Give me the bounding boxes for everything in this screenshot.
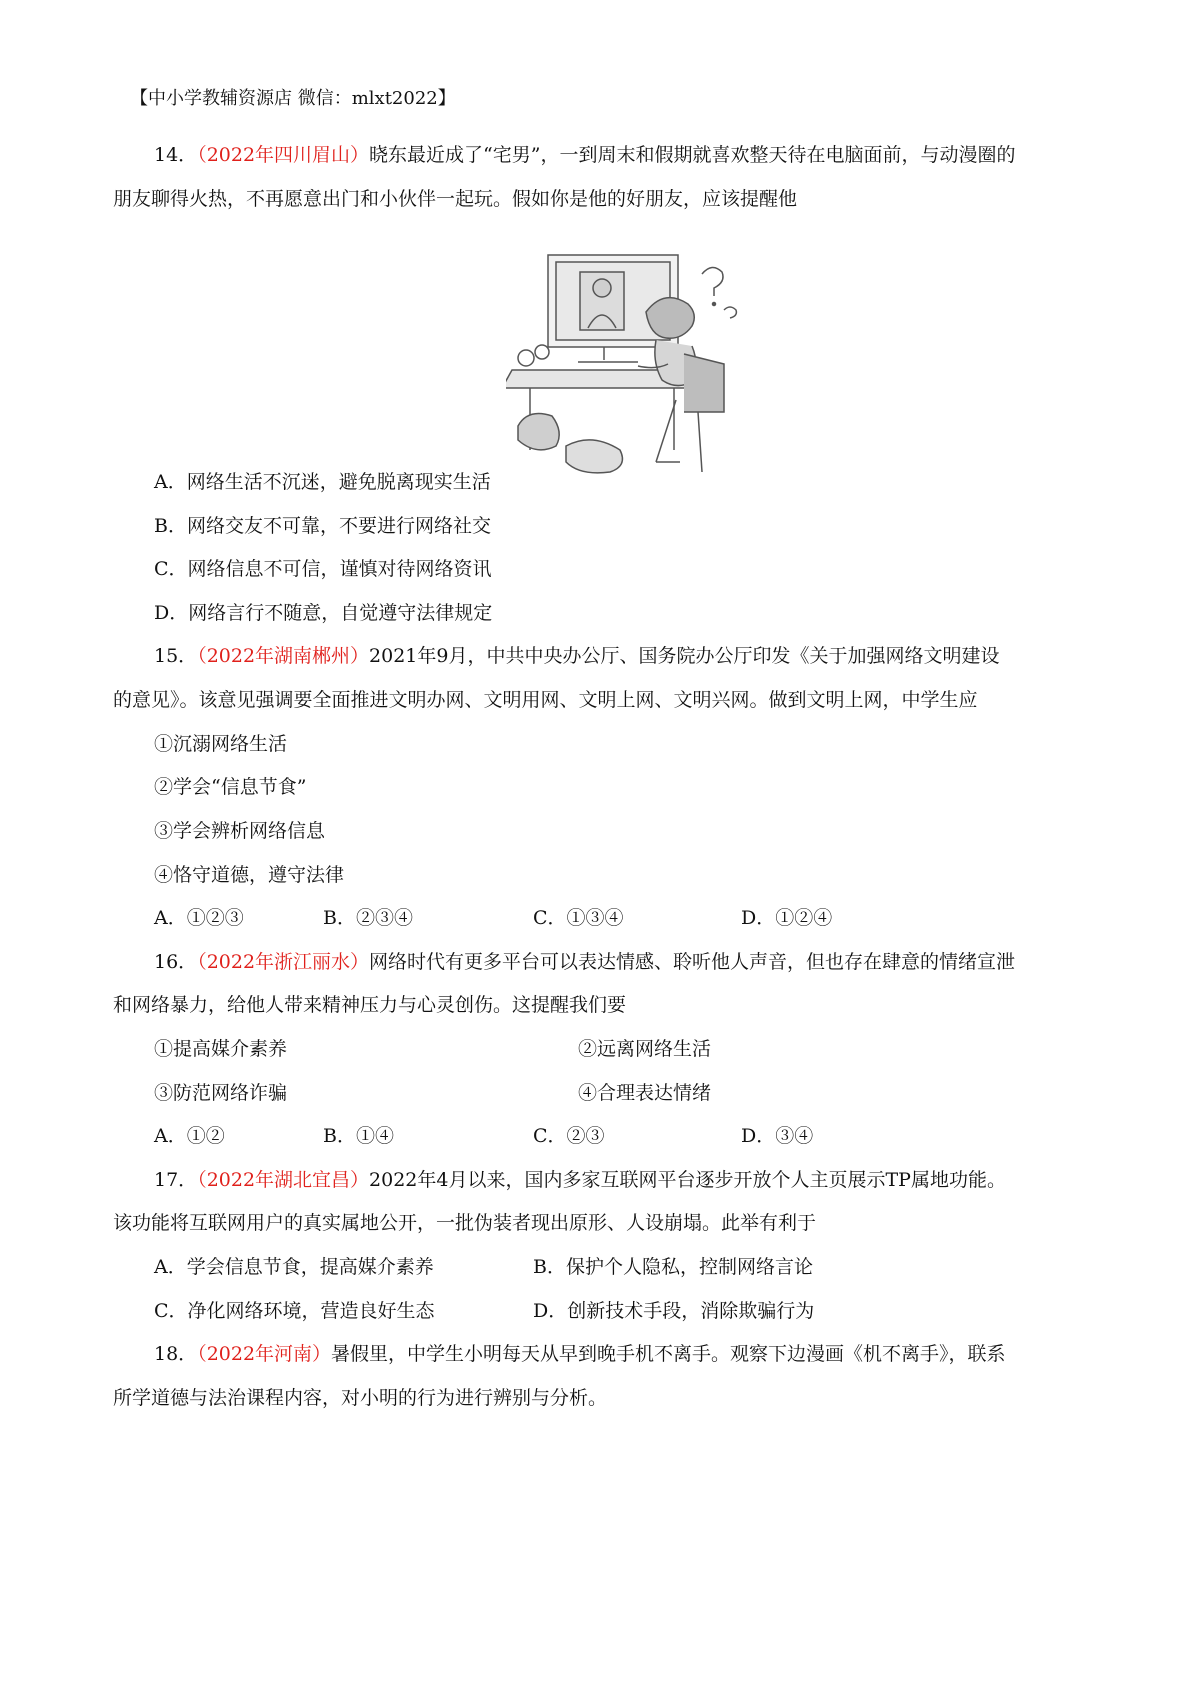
question-text: 晓东最近成了“宅男”，一到周末和假期就喜欢整天待在电脑面前，与动漫圈的 — [369, 144, 1016, 166]
question-18-line-1 — [154, 1345, 1006, 1364]
question-source: （2022年湖北宜昌） — [197, 1169, 370, 1191]
question-14-line-1 — [154, 146, 1015, 165]
question-14-line-2: 朋友聊得火热，不再愿意出门和小伙伴一起玩。假如你是他的好朋友，应该提醒他 — [113, 188, 798, 210]
q16-option-c: C．②③ — [533, 1125, 605, 1147]
q16-item-2: ②远离网络生活 — [578, 1038, 712, 1060]
question-source: （2022年湖南郴州） — [197, 645, 370, 667]
q17-option-d: D．创新技术手段，消除欺骗行为 — [533, 1300, 815, 1322]
question-16-line-2: 和网络暴力，给他人带来精神压力与心灵创伤。这提醒我们要 — [113, 994, 627, 1016]
question-text: 2022年4月以来，国内多家互联网平台逐步开放个人主页展示TP属地功能。 — [369, 1169, 1006, 1191]
q16-option-a: A．①② — [154, 1125, 225, 1147]
question-text: 网络时代有更多平台可以表达情感、聆听他人声音，但也存在肆意的情绪宣泄 — [369, 951, 1016, 973]
q15-item-1: ①沉溺网络生活 — [154, 733, 288, 755]
q15-option-b: B．②③④ — [323, 907, 413, 929]
question-17-line-2: 该功能将互联网用户的真实属地公开，一批伪装者现出原形、人设崩塌。此举有利于 — [113, 1212, 817, 1234]
q16-option-d: D．③④ — [741, 1125, 814, 1147]
q15-item-3: ③学会辨析网络信息 — [154, 820, 326, 842]
q16-option-b: B．①④ — [323, 1125, 394, 1147]
question-number: 16． — [154, 951, 198, 973]
question-number: 17． — [154, 1169, 198, 1191]
q16-item-3: ③防范网络诈骗 — [154, 1082, 288, 1104]
question-number: 18． — [154, 1343, 198, 1365]
question-text: 暑假里，中学生小明每天从早到晚手机不离手。观察下边漫画《机不离手》，联系 — [331, 1343, 1006, 1365]
q14-option-c: C．网络信息不可信，谨慎对待网络资讯 — [154, 558, 492, 580]
q17-option-b: B．保护个人隐私，控制网络言论 — [533, 1256, 813, 1278]
question-17-line-1 — [154, 1171, 1006, 1190]
q15-item-2: ②学会“信息节食” — [154, 776, 307, 798]
q16-item-4: ④合理表达情绪 — [578, 1082, 712, 1104]
question-18-line-2: 所学道德与法治课程内容，对小明的行为进行辨别与分析。 — [113, 1387, 608, 1409]
q15-option-c: C．①③④ — [533, 907, 624, 929]
q14-option-d: D．网络言行不随意，自觉遵守法律规定 — [154, 602, 493, 624]
q14-option-a: A．网络生活不沉迷，避免脱离现实生活 — [154, 471, 491, 493]
q17-option-c: C．净化网络环境，营造良好生态 — [154, 1300, 435, 1322]
question-15-line-2: 的意见》。该意见强调要全面推进文明办网、文明用网、文明上网、文明兴网。做到文明上网，中学生应 — [113, 689, 978, 711]
q15-option-a: A．①②③ — [154, 907, 244, 929]
question-source: （2022年四川眉山） — [197, 144, 370, 166]
question-number: 15． — [154, 645, 198, 667]
question-16-line-1 — [154, 953, 1015, 972]
q15-option-d: D．①②④ — [741, 907, 833, 929]
q17-option-a: A．学会信息节食，提高媒介素养 — [154, 1256, 434, 1278]
q15-item-4: ④恪守道德，遵守法律 — [154, 864, 345, 886]
q14-option-b: B．网络交友不可靠，不要进行网络社交 — [154, 515, 491, 537]
header-note: 【中小学教辅资源店 微信：mlxt2022】 — [130, 88, 456, 109]
question-source: （2022年河南） — [197, 1343, 332, 1365]
question-text: 2021年9月，中共中央办公厅、国务院办公厅印发《关于加强网络文明建设 — [369, 645, 1000, 667]
question-source: （2022年浙江丽水） — [197, 951, 370, 973]
boy-at-computer-illustration — [506, 250, 750, 482]
q16-item-1: ①提高媒介素养 — [154, 1038, 288, 1060]
question-number: 14． — [154, 144, 198, 166]
question-15-line-1 — [154, 647, 1000, 666]
